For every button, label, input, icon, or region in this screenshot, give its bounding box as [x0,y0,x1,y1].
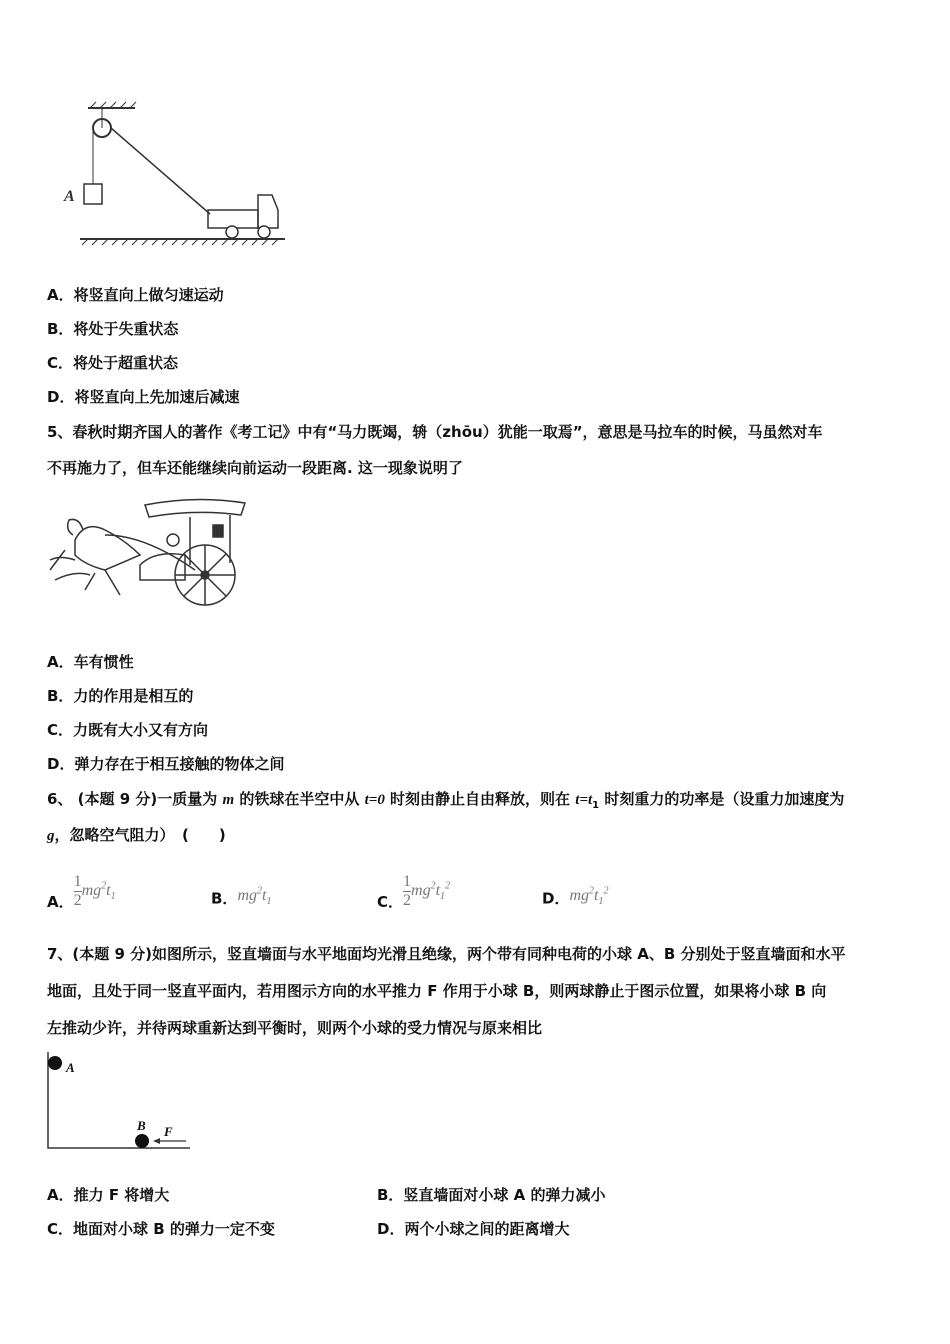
svg-text:A: A [64,188,75,205]
option-label: B． [211,889,238,908]
frac-den: 2 [403,892,412,909]
option-label: A． [47,893,74,912]
math-t: t [106,882,111,900]
q7-stem-line1: 7、(本题 9 分)如图所示，竖直墙面与水平地面均光滑且绝缘，两个带有同种电荷的小球 A、B 分别处于竖直墙面和水平 [47,945,846,963]
ball-a [48,1056,62,1070]
math-mg: mg [81,882,102,900]
pulley-truck-figure [60,100,290,250]
option-label: D． [542,889,570,908]
q5-stem-line1: 5、春秋时期齐国人的著作《考工记》中有“马力既竭，辀（zhōu）犹能一取焉”，意思是马拉车的时候，马虽然对车 [47,423,823,441]
math-exp: 2 [603,886,609,897]
q6-sub-1: 1 [592,800,600,811]
q5-option-b: B．力的作用是相互的 [47,687,194,705]
q7-option-c: C．地面对小球 B 的弹力一定不变 [47,1220,275,1238]
math-exp: 2 [445,880,451,892]
math-sub: 1 [266,896,272,908]
q6-option-c [377,873,451,922]
svg-text:F: F [164,1124,173,1139]
math-sub: 1 [440,891,446,903]
q7-option-a: A．推力 F 将增大 [47,1186,170,1204]
q6-stem-line2 [47,825,226,846]
q6-option-d [542,885,608,916]
option-label: C． [377,893,404,912]
wall-balls-figure [40,1050,200,1152]
q6-var-t1: t=t [575,792,593,808]
q5-option-d: D．弹力存在于相互接触的物体之间 [47,755,285,773]
math-exp: 2 [101,880,107,892]
q7-stem-line2: 地面，且处于同一竖直平面内，若用图示方向的水平推力 F 作用于小球 B，则两球静止于图示位置，如果将小球 B 向 [47,982,827,1000]
q6-text: 的铁球在半空中从 [234,790,365,808]
q4-option-c: C．将处于超重状态 [47,354,179,372]
math-sub: 1 [110,891,116,903]
math-exp: 2 [589,886,595,897]
q5-option-c: C．力既有大小又有方向 [47,721,209,739]
svg-text:B: B [137,1118,146,1133]
arrow-left-icon [153,1138,160,1144]
q5-option-a: A．车有惯性 [47,653,134,671]
q4-option-b: B．将处于失重状态 [47,320,179,338]
chariot-figure [45,495,250,615]
q7-option-d: D．两个小球之间的距离增大 [377,1220,570,1238]
ball-b [135,1134,149,1148]
frac-num: 1 [73,873,82,890]
math-mg: mg [411,882,431,900]
q7-option-b: B．竖直墙面对小球 A 的弹力减小 [377,1186,606,1204]
math-t: t [594,887,599,905]
q6-text: 时刻重力的功率是（设重力加速度为 [599,790,845,808]
frac-den: 2 [73,892,82,909]
q6-stem-line1 [47,789,844,816]
q4-option-a: A．将竖直向上做匀速运动 [47,286,224,304]
math-mg: mg [569,887,590,905]
q7-stem-line3: 左推动少许，并待两球重新达到平衡时，则两个小球的受力情况与原来相比 [47,1019,543,1037]
q6-option-b [211,885,271,916]
q6-var-g: g [47,828,55,844]
q6-text: 时刻由静止自由释放，则在 [384,790,576,808]
svg-text:A: A [66,1060,75,1075]
math-mg: mg [237,887,257,905]
math-t: t [435,882,441,900]
q6-var-m: m [222,792,235,808]
math-t: t [262,887,267,905]
q6-option-a [47,873,116,922]
q6-text: 6、 (本题 9 分)一质量为 [47,790,223,808]
math-sub: 1 [598,896,604,908]
q5-stem-line2: 不再施力了，但车还能继续向前运动一段距离. 这一现象说明了 [47,459,463,477]
frac-num: 1 [403,873,412,890]
q4-option-d: D．将竖直向上先加速后减速 [47,388,240,406]
q6-var-t0: t=0 [364,792,385,808]
q6-text: ，忽略空气阻力） ( ) [54,826,226,844]
math-exp: 2 [430,880,436,892]
math-exp: 2 [257,886,262,897]
